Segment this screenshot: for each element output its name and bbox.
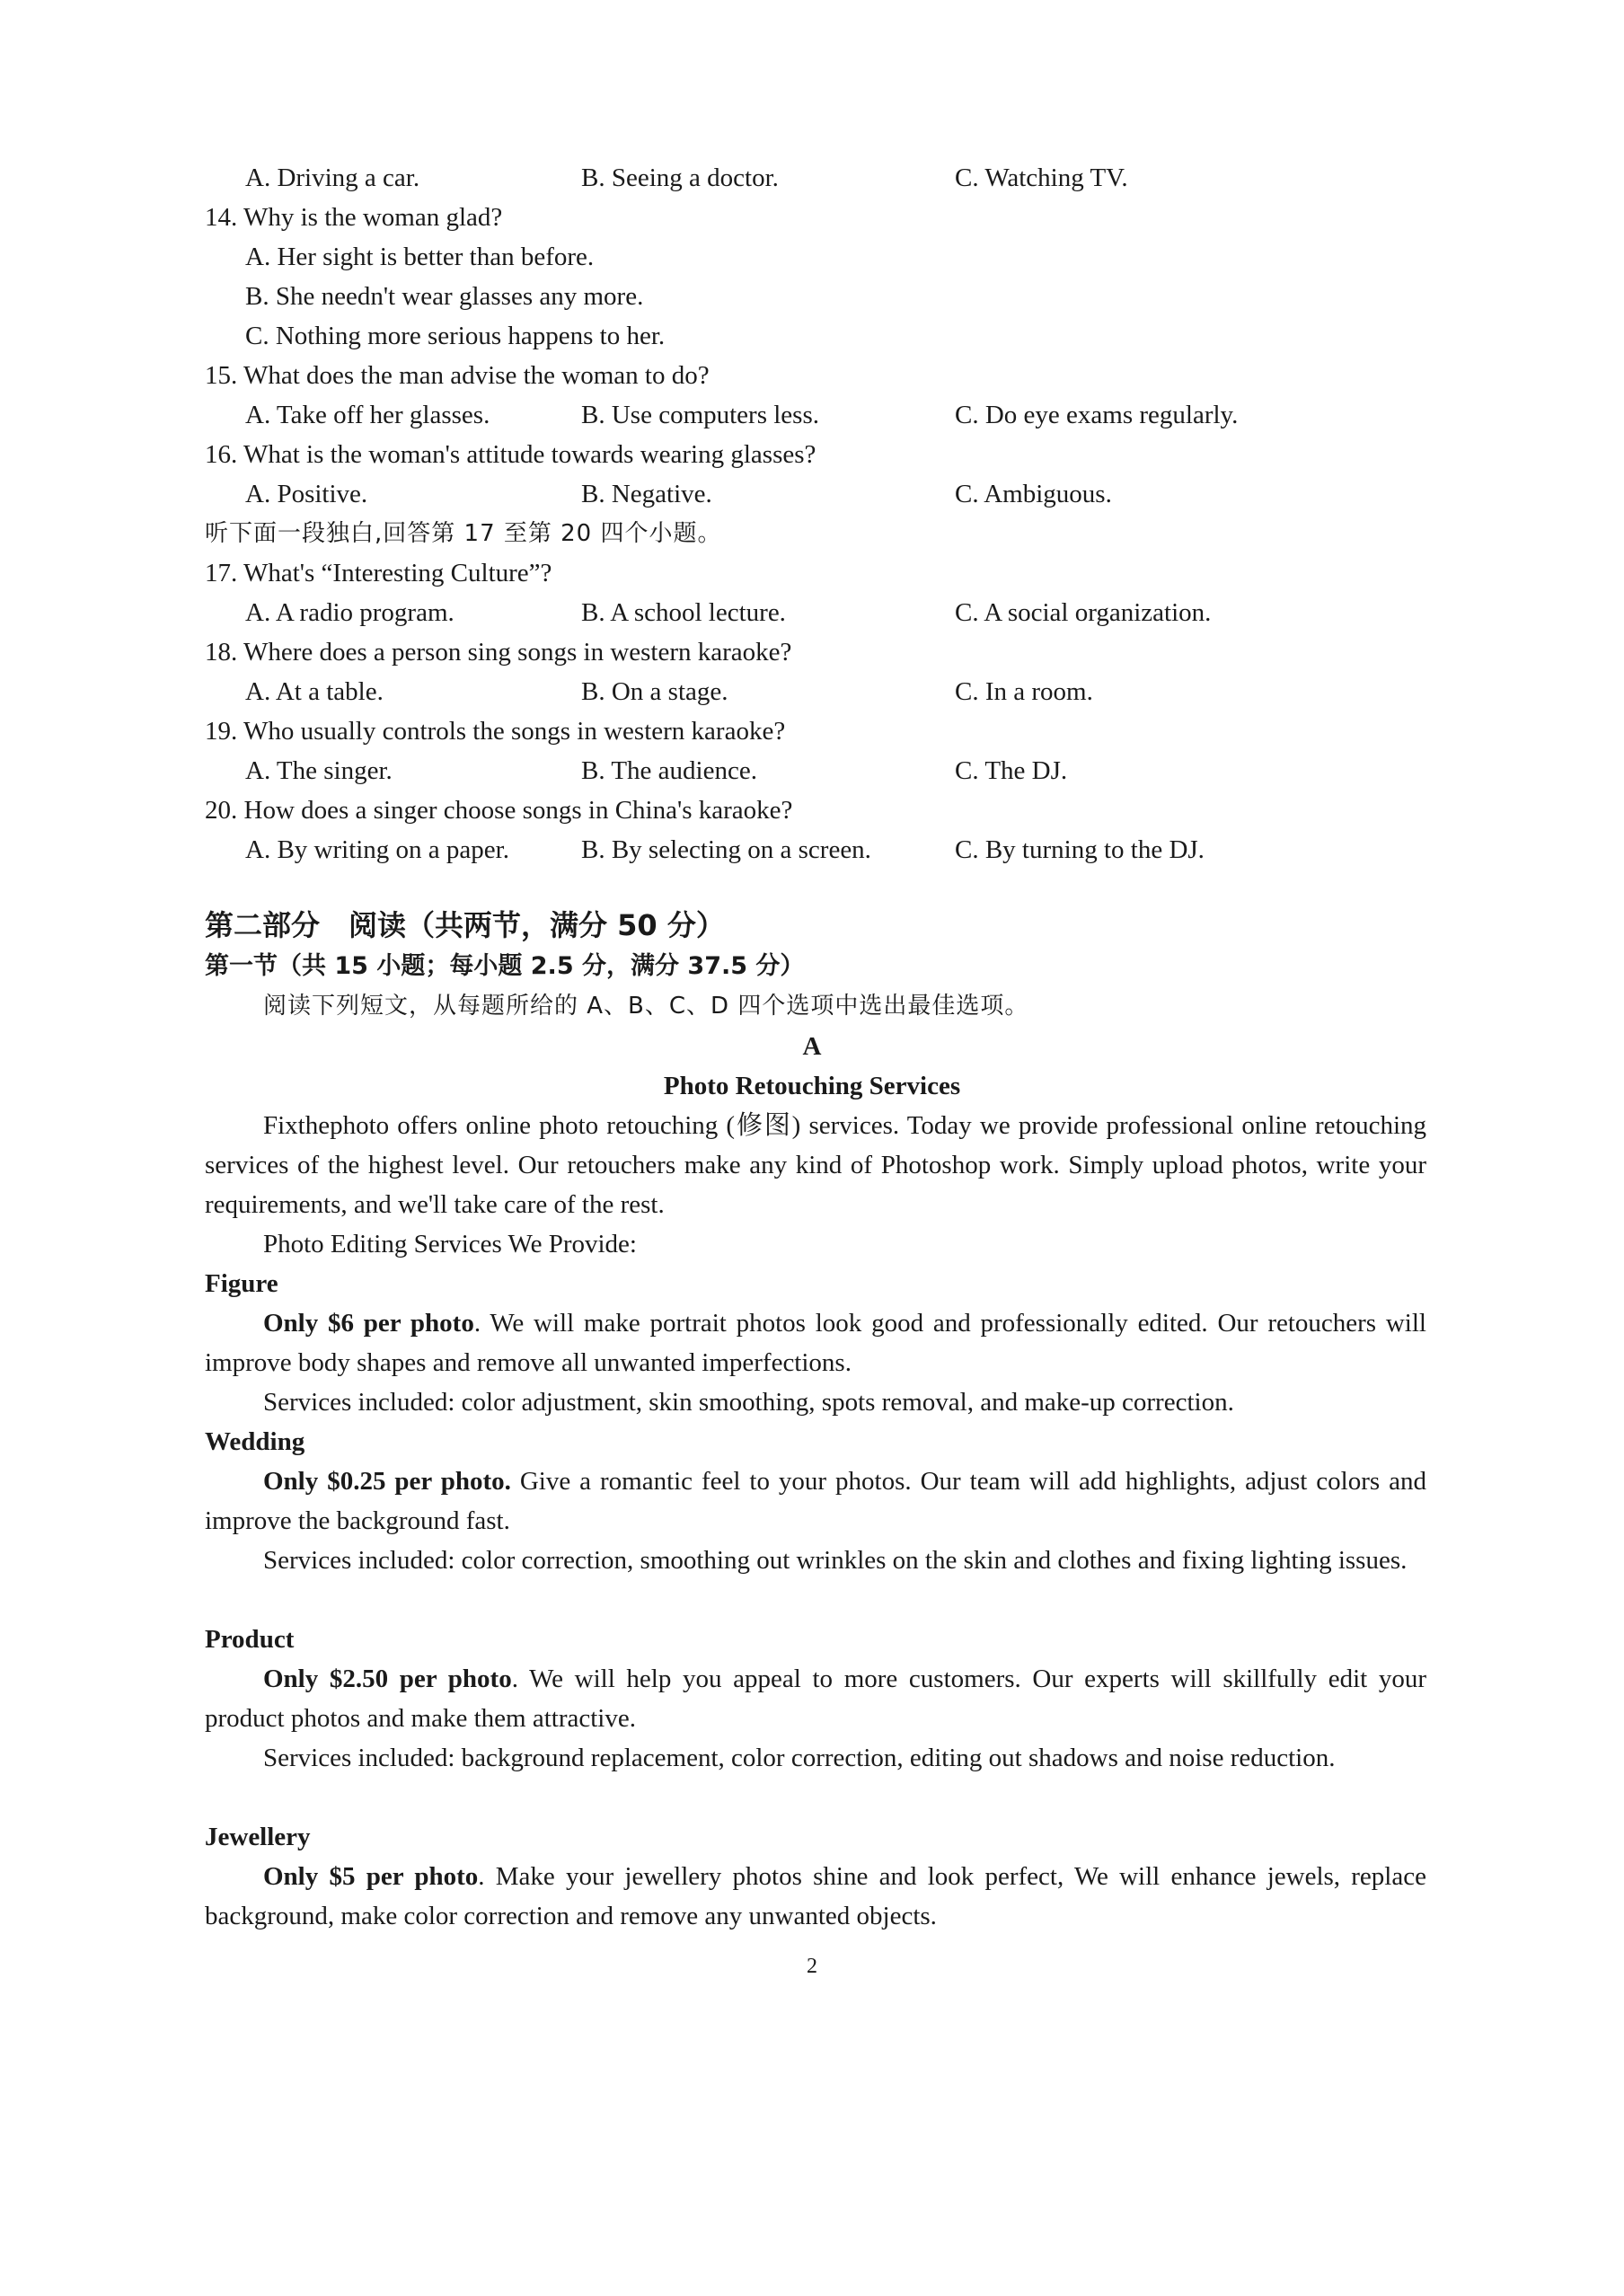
- section1-title: 第一节（共 15 小题；每小题 2.5 分，满分 37.5 分）: [205, 952, 805, 980]
- product-paragraph: [205, 1659, 1426, 1738]
- wedding-price: Only $0.25 per photo.: [263, 1467, 511, 1496]
- q17-option-a: A. A radio program.: [245, 598, 455, 627]
- q16-option-c: C. Ambiguous.: [955, 480, 1112, 508]
- monologue-instruction: 听下面一段独白,回答第 17 至第 20 四个小题。: [205, 520, 722, 547]
- passage-intro: Fixthephoto offers online photo retouching (修图) services. Today we provide professional online retouching services of the highest level. Our retouchers make any kind of Photoshop work. Simply upload photos, write your requirements, and we'll take care of the rest.: [205, 1111, 1426, 1219]
- part2-title: 第二部分 阅读（共两节，满分 50 分）: [205, 908, 725, 942]
- q19-option-c: C. The DJ.: [955, 756, 1068, 785]
- q18-option-a: A. At a table.: [245, 677, 384, 706]
- wedding-included: Services included: color correction, smoothing out wrinkles on the skin and clothes and fixing lighting issues.: [263, 1546, 1408, 1575]
- q17-question: 17. What's “Interesting Culture”?: [205, 559, 552, 587]
- q16-option-b: B. Negative.: [581, 480, 712, 508]
- product-heading: Product: [205, 1625, 295, 1654]
- product-price: Only $2.50 per photo: [263, 1665, 512, 1693]
- q15-question: 15. What does the man advise the woman to do?: [205, 361, 710, 390]
- passage-title: Photo Retouching Services: [663, 1072, 961, 1100]
- q18-option-c: C. In a room.: [955, 677, 1093, 706]
- product-desc: . We will help you appeal to more customers. Our experts will skillfully edit your product photos and make them attractive.: [205, 1665, 1426, 1733]
- q20-option-a: A. By writing on a paper.: [245, 835, 509, 864]
- figure-paragraph: [205, 1303, 1426, 1382]
- jewellery-price: Only $5 per photo: [263, 1862, 479, 1891]
- q18-option-b: B. On a stage.: [581, 677, 728, 706]
- q15-option-c: C. Do eye exams regularly.: [955, 401, 1239, 429]
- q19-question: 19. Who usually controls the songs in western karaoke?: [205, 717, 786, 746]
- wedding-heading: Wedding: [205, 1427, 305, 1456]
- q13-option-a: A. Driving a car.: [245, 163, 420, 192]
- jewellery-desc: . Make your jewellery photos shine and look perfect, We will enhance jewels, replace background, make color correction and remove any unwanted objects.: [205, 1862, 1426, 1930]
- jewellery-heading: Jewellery: [205, 1823, 311, 1851]
- q15-option-b: B. Use computers less.: [581, 401, 819, 429]
- figure-price: Only $6 per photo: [263, 1309, 474, 1338]
- wedding-paragraph: [205, 1461, 1426, 1541]
- q16-option-a: A. Positive.: [245, 480, 368, 508]
- reading-instruction: 阅读下列短文，从每题所给的 A、B、C、D 四个选项中选出最佳选项。: [263, 993, 1029, 1020]
- passage-letter: A: [802, 1032, 822, 1061]
- q17-option-b: B. A school lecture.: [581, 598, 786, 627]
- jewellery-paragraph: [205, 1857, 1426, 1936]
- figure-desc: . We will make portrait photos look good and professionally edited. Our retouchers will improve body shapes and remove all unwanted imperfections.: [205, 1309, 1426, 1377]
- q14-option-c: C. Nothing more serious happens to her.: [245, 322, 666, 350]
- page-number: 2: [807, 1955, 817, 1978]
- q19-option-b: B. The audience.: [581, 756, 757, 785]
- q17-option-c: C. A social organization.: [955, 598, 1212, 627]
- figure-included: Services included: color adjustment, skin smoothing, spots removal, and make-up correction.: [263, 1388, 1234, 1417]
- q15-option-a: A. Take off her glasses.: [245, 401, 490, 429]
- q16-question: 16. What is the woman's attitude towards wearing glasses?: [205, 440, 816, 469]
- q20-option-b: B. By selecting on a screen.: [581, 835, 871, 864]
- q20-option-c: C. By turning to the DJ.: [955, 835, 1205, 864]
- q14-option-b: B. She needn't wear glasses any more.: [245, 282, 644, 311]
- q13-option-c: C. Watching TV.: [955, 163, 1128, 192]
- services-heading: Photo Editing Services We Provide:: [263, 1230, 637, 1258]
- q18-question: 18. Where does a person sing songs in western karaoke?: [205, 638, 792, 667]
- q19-option-a: A. The singer.: [245, 756, 393, 785]
- q14-option-a: A. Her sight is better than before.: [245, 243, 595, 271]
- product-included: Services included: background replacement, color correction, editing out shadows and noise reduction.: [263, 1744, 1336, 1772]
- q13-option-b: B. Seeing a doctor.: [581, 163, 779, 192]
- figure-heading: Figure: [205, 1269, 278, 1298]
- q14-question: 14. Why is the woman glad?: [205, 203, 503, 232]
- wedding-desc: Give a romantic feel to your photos. Our team will add highlights, adjust colors and improve the background fast.: [205, 1467, 1426, 1535]
- q20-question: 20. How does a singer choose songs in China's karaoke?: [205, 796, 793, 825]
